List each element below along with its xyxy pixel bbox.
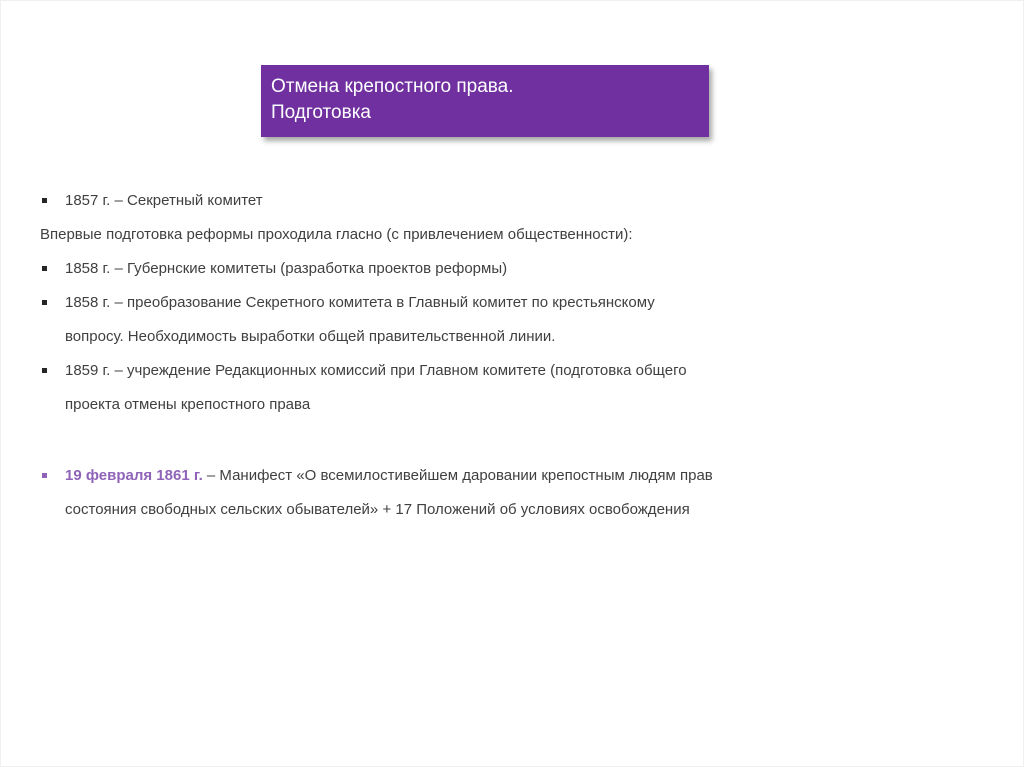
title-line-2: Подготовка (271, 102, 372, 123)
list-item-text-line-1: – Манифест «О всемилостивейшем даровании крепостным людям прав (202, 467, 713, 484)
list-item-continuation (40, 496, 940, 530)
highlighted-date: 19 февраля 1861 г. (65, 467, 203, 484)
list-item-text: 1857 г. – Секретный комитет (65, 192, 263, 209)
square-bullet-icon (42, 266, 47, 271)
list-item-1858-main-committee (40, 289, 940, 323)
list-item-text-line-1: 1858 г. – преобразование Секретного комитета в Главный комитет по крестьянскому (65, 294, 655, 311)
list-item-1858-provincial (40, 255, 940, 289)
square-bullet-icon (42, 198, 47, 203)
list-item-text-line-2: проекта отмены крепостного права (65, 396, 311, 413)
list-item-continuation (40, 391, 940, 425)
title-line-1: Отмена крепостного права. (271, 76, 514, 97)
list-item-1861-manifesto (40, 462, 940, 496)
list-item-text-line-2: вопросу. Необходимость выработки общей правительственной линии. (65, 328, 556, 345)
intro-text: Впервые подготовка реформы проходила гласно (с привлечением общественности): (40, 226, 633, 243)
square-bullet-icon (42, 300, 47, 305)
square-bullet-icon (42, 368, 47, 373)
list-item-text: 1858 г. – Губернские комитеты (разработка проектов реформы) (65, 260, 508, 277)
list-item-text-line-2: состояния свободных сельских обывателей» + 17 Положений об условиях освобождения (65, 501, 690, 518)
square-bullet-icon (42, 473, 47, 478)
list-item-continuation (40, 323, 940, 357)
list-item-1857 (40, 187, 940, 221)
list-item-1859 (40, 357, 940, 391)
intro-paragraph (40, 221, 940, 255)
content-list (40, 187, 940, 530)
title-box (261, 65, 709, 137)
list-item-text-line-1: 1859 г. – учреждение Редакционных комиссий при Главном комитете (подготовка общего (65, 362, 687, 379)
spacer (40, 425, 940, 462)
